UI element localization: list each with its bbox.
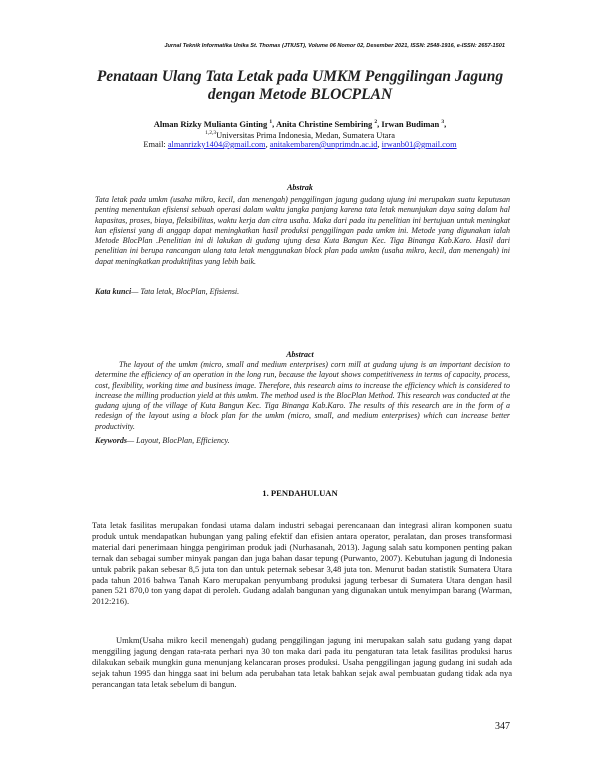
abstract-body: The layout of the umkm (micro, small and medium enterprises) corn mill at gudang ujung is an important decision to determine the efficiency of an operation in the long run, because the layout shows competitiveness in terms of capacity, process, cost, flexibility, working time and business image. Therefore, this research aims to increase the efficiency which is considered to increase the milling production yield at this umkm. The method used is the BlocPlan Method. This research was conducted at the gudang ujung of the village of Kuta Bangun Kec. Tiga Binanga Kab.Karo. The results of this research are in the form of a redesign of the layout using a block plan for the umkm (micro, small, and medium enterprises) which can increase better productivity. — [95, 360, 510, 431]
author-affil-mark: 2 — [374, 119, 378, 125]
affiliation-text: Universitas Prima Indonesia, Medan, Sumatera Utara — [216, 130, 395, 140]
section-heading: 1. PENDAHULUAN — [262, 488, 338, 498]
paper-title: Penataan Ulang Tata Letak pada UMKM Penggilingan Jagung dengan Metode BLOCPLAN — [96, 68, 504, 103]
author-name: Alman Rizky Mulianta Ginting — [153, 118, 268, 129]
email-link[interactable]: anitakembaren@unprimdn.ac.id — [269, 140, 378, 149]
keywords-label: Keywords — [95, 436, 127, 445]
email-separator: , — [265, 140, 270, 149]
abstrak-keywords — [95, 287, 510, 296]
keywords-label: Kata kunci — [95, 287, 132, 296]
abstrak-heading: Abstrak — [287, 183, 313, 192]
page-number: 347 — [495, 721, 510, 732]
author-separator: , — [444, 118, 447, 129]
author-affil-mark: 3 — [441, 119, 445, 125]
body-paragraph: Umkm(Usaha mikro kecil menengah) gudang penggilingan jagung ini merupakan salah satu gudang yang dapat menggiling jagung dengan rata-rata perhari nya 30 ton maka dari pada itu pengaturan tata letak fasilitas produksi harus dilakukan sebaik mungkin guna menunjang kelancaran proses produksi. Usaha penggilingan jagung gudang ini sudah ada sejak tahun 1995 dan hingga saat ini belum ada perubahan tata letak bahkan sejak awal pembuatan gudang tidak ada nya perancangan tata letak sebelum di bangun. — [92, 635, 512, 689]
email-link[interactable]: irwanb01@gmail.com — [381, 140, 457, 149]
author-name: Anita Christine Sembiring — [275, 118, 373, 129]
author-affil-mark: 1 — [269, 119, 273, 125]
author-separator: , — [377, 118, 382, 129]
keywords-text: — Tata letak, BlocPlan, Efisiensi. — [131, 287, 240, 296]
author-name: Irwan Budiman — [381, 118, 440, 129]
affiliation-mark: 1,2,3 — [205, 130, 217, 136]
abstract-heading: Abstract — [286, 350, 314, 359]
author-separator: , — [272, 118, 276, 129]
email-label: Email: — [143, 140, 168, 149]
abstrak-body: Tata letak pada umkm (usaha mikro, kecil, dan menengah) penggilingan jagung gudang ujung ini merupakan suatu keputusan penting menentukan efisiensi sebuah operasi dalam waktu jangka panjang karena tata letak menunjukan daya saing dalam hal kapasitas, proses, biaya, fleksibilitas, waktu kerja dan citra usaha. Maka dari pada itu penelitian ini bertujuan untuk meningkat kan efisiensi yang di anggap dapat meningkatkan hasil produksi penggilingan pada umkm ini. Metode yang digunakan ialah Metode BlocPlan .Penelitian ini di lakukan di gudang ujung desa Kuta Bangun Kec. Tiga Binanga Kab.Karo. Hasil dari penelitian ini berupa rancangan ulang tata letak menggunakan block plan pada umkm (usaha mikro, kecil, dan menengah) ini dapat meningkatkan produktifitas yang lebih baik. — [95, 195, 510, 266]
email-link[interactable]: almanrizky1404@gmail.com — [167, 140, 266, 149]
journal-header: Jurnal Teknik Informatika Unika St. Thomas (JTIUST), Volume 06 Nomor 02, Desember 2021, ISSN: 2548-1916, e-ISSN: 2657-1501 — [164, 43, 505, 49]
body-paragraph: Tata letak fasilitas merupakan fondasi utama dalam industri sebagai perencanaan dan integrasi aliran komponen suatu produk untuk mendapatkan hubungan yang paling efektif dan efisien antara operator, peralatan, dan proses transformasi material dari penerimaan hingga pengiriman produk jadi (Nurhasanah, 2013). Jagung salah satu komponen penting pakan ternak dan sebagai sumber minyak pangan dan juga bahan dasar tepung (Purwanto, 2007). Kebutuhan jagung di Indonesia untuk pabrik pakan sebesar 8,5 juta ton dan untuk peternak sebesar 3,48 juta ton. Menurut badan statistik Sumatera Utara pada tahun 2016 bahwa Tanah Karo merupakan penyumbang produksi jagung terbesar di Sumatera Utara dengan hasil panen 521 870,0 ton yang dapat di peroleh. Gudang adalah bangunan yang digunakan untuk menyimpan barang (Warman, 2012:216). — [92, 520, 512, 607]
abstract-keywords — [95, 436, 510, 445]
affiliation — [80, 128, 520, 141]
email-separator: , — [377, 140, 382, 149]
email-line — [60, 140, 540, 150]
keywords-text: — Layout, BlocPlan, Efficiency. — [127, 436, 230, 445]
